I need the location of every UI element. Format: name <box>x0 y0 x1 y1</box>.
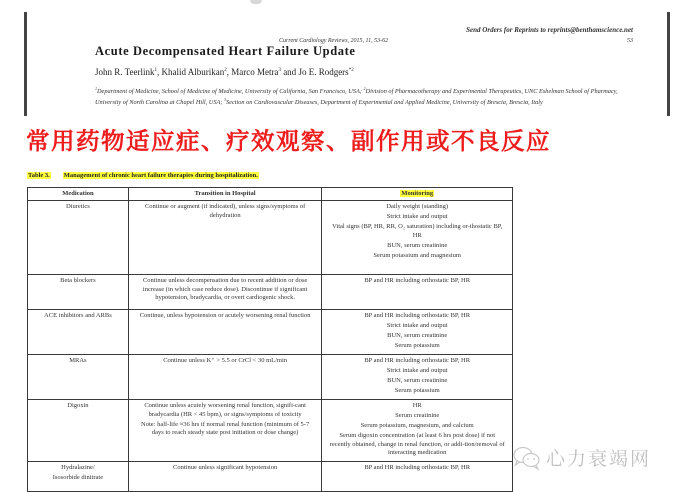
cell-medication <box>28 201 129 275</box>
watermark <box>512 444 651 471</box>
cell-monitoring <box>322 355 513 400</box>
table-caption-text: Management of chronic heart failure therapies during hospitalization. <box>63 172 258 179</box>
author-name: Khalid Alburikan <box>161 67 225 77</box>
affiliation-text: Department of Medicine, School of Medicine of Medicine, University of California, San Francisco, USA; <box>97 88 364 96</box>
top-crop-artifact <box>250 0 262 4</box>
affiliation-sup: 3 <box>224 96 227 102</box>
monitoring-item: Serum potassium and magnesium <box>373 251 461 259</box>
monitoring-item: BUN, serum creatinine <box>387 377 448 385</box>
transition-note: Note: half-life ≈36 hrs if normal renal function (minimum of 5-7 days to reach steady state post initiation or dose change) <box>141 420 310 437</box>
send-orders-notice: Send Orders for Reprints to reprints@benthamscience.net <box>466 26 633 34</box>
medication-name: Digoxin <box>67 402 89 410</box>
right-border-bar <box>667 12 670 116</box>
cell-medication <box>28 310 129 355</box>
monitoring-item: BUN, serum creatinine <box>387 241 448 249</box>
chinese-heading: 常用药物适应症、疗效观察、副作用或不良反应 <box>26 127 551 155</box>
cell-monitoring <box>322 400 513 462</box>
table-header-row <box>28 188 513 201</box>
affiliations <box>95 85 635 106</box>
monitoring-item: Strict intake and output <box>386 213 448 221</box>
affiliation-sup: 1 <box>95 86 97 91</box>
monitoring-item: BUN, serum creatinine <box>387 332 448 340</box>
monitoring-item: Serum potassium <box>394 387 440 395</box>
author-name: John R. Teerlink <box>95 67 155 77</box>
author-separator: and <box>280 67 299 77</box>
medication-name: ACE inhibitors and ARBs <box>44 312 112 320</box>
cell-transition <box>128 400 322 462</box>
medication-name: Hydralazine/ <box>61 464 95 472</box>
cell-monitoring <box>322 275 513 310</box>
monitoring-item: Daily weight (standing) <box>386 203 449 211</box>
monitoring-item: BP and HR including orthostatic BP, HR <box>364 464 471 472</box>
cell-monitoring <box>322 462 513 492</box>
monitoring-item: Strict intake and output <box>386 322 448 330</box>
watermark-text: 心力衰竭网 <box>546 448 652 470</box>
transition-text: Continue unless acutely worsening renal function, signifi-cant bradycardia (HR < 45 bpm), or signs/symptoms of toxicity <box>144 402 306 418</box>
author-separator: , <box>226 67 232 77</box>
cell-medication <box>28 462 129 492</box>
table-row <box>28 400 513 462</box>
table-caption <box>27 172 259 179</box>
affiliation-text: Section on Cardiovascular Diseases, Department of Experimental and Applied Medicine, University of Brescia, Brescia, Italy <box>226 98 543 106</box>
cell-transition <box>128 462 322 492</box>
cell-transition <box>128 355 322 400</box>
author-affiliation-sup: 2 <box>224 68 227 73</box>
medication-name: Isosorbide dinitrate <box>52 474 104 482</box>
header-monitoring <box>322 188 513 201</box>
monitoring-item: Serum digoxin concentration (at least 6 hrs post dose) if not recently obtained, change in renal function, or addi-tion/removal of interacting medication <box>329 432 505 457</box>
monitoring-item: Serum potassium, magnesium, and calcium <box>360 422 474 430</box>
cell-transition <box>128 201 322 275</box>
transition-text: Continue or augment (if indicated), unless signs/symptoms of dehydration <box>144 203 306 219</box>
cell-monitoring <box>322 201 513 275</box>
cell-transition <box>128 310 322 355</box>
table-row <box>28 201 513 275</box>
management-table <box>27 187 513 482</box>
cell-medication <box>28 355 129 400</box>
transition-text: Continue unless decompensation due to recent addition or dose increase (in which case reduce dose). Discontinue if significant hypotension, bradycardia, or overt cardiogenic shock. <box>142 277 308 302</box>
journal-citation: Current Cardiology Reviews, 2015, 11, 53-62 <box>279 38 389 44</box>
cell-monitoring <box>322 310 513 355</box>
author-affiliation-sup: 3 <box>278 68 281 73</box>
monitoring-item: Serum creatinine <box>395 412 440 420</box>
monitoring-item: BP and HR including orthostatic BP, HR <box>364 312 471 320</box>
header-medication: Medication <box>28 188 129 201</box>
cell-medication <box>28 400 129 462</box>
transition-text: Continue unless K⁺ > 5.5 or CrCl < 30 mL/min <box>163 357 288 365</box>
monitoring-item: BP and HR including orthostatic BP, HR <box>364 357 471 365</box>
table-row <box>28 355 513 400</box>
medication-name: Diuretics <box>66 203 90 211</box>
paper-title: Acute Decompensated Heart Failure Update <box>95 44 356 58</box>
monitoring-item: HR <box>412 402 422 410</box>
table-caption-label: Table 3. <box>28 172 50 179</box>
cell-medication <box>28 275 129 310</box>
author-name: Marco Metra <box>231 67 279 77</box>
monitoring-item: Strict intake and output <box>386 367 448 375</box>
transition-text: Continue, unless hypotension or acutely worsening renal function <box>139 312 311 320</box>
page-number: 53 <box>627 38 633 44</box>
author-name: Jo E. Rodgers <box>298 67 349 77</box>
monitoring-item: Vital signs (BP, HR, RR, O₂ saturation) including or-thostatic BP, HR <box>332 223 503 239</box>
author-affiliation-sup: 1 <box>154 68 157 73</box>
header-monitoring-label: Monitoring <box>401 190 434 197</box>
affiliation-sup: 2 <box>363 86 366 91</box>
author-separator: , <box>156 67 162 77</box>
author-affiliation-sup: *2 <box>348 68 354 73</box>
author-list <box>95 67 354 77</box>
table-row <box>28 275 513 310</box>
paper-header <box>24 12 670 116</box>
wechat-icon <box>512 445 542 471</box>
transition-text: Continue unless significant hypotension <box>173 464 278 472</box>
cell-transition <box>128 275 322 310</box>
left-border-bar <box>24 12 27 116</box>
monitoring-item: Serum potassium <box>394 342 440 350</box>
medication-name: MRAs <box>69 357 87 365</box>
table-row <box>28 462 513 492</box>
affiliation-text: Division of Pharmacotherapy and Experimental Therapeutics, UNC Eshelman School of Pharmacy, University of North Carolina at Chapel Hill, USA; <box>95 88 618 106</box>
medication-name: Beta blockers <box>60 277 96 285</box>
table-row <box>28 310 513 355</box>
header-transition: Transition in Hospital <box>128 188 322 201</box>
monitoring-item: BP and HR including orthostatic BP, HR <box>364 277 471 285</box>
